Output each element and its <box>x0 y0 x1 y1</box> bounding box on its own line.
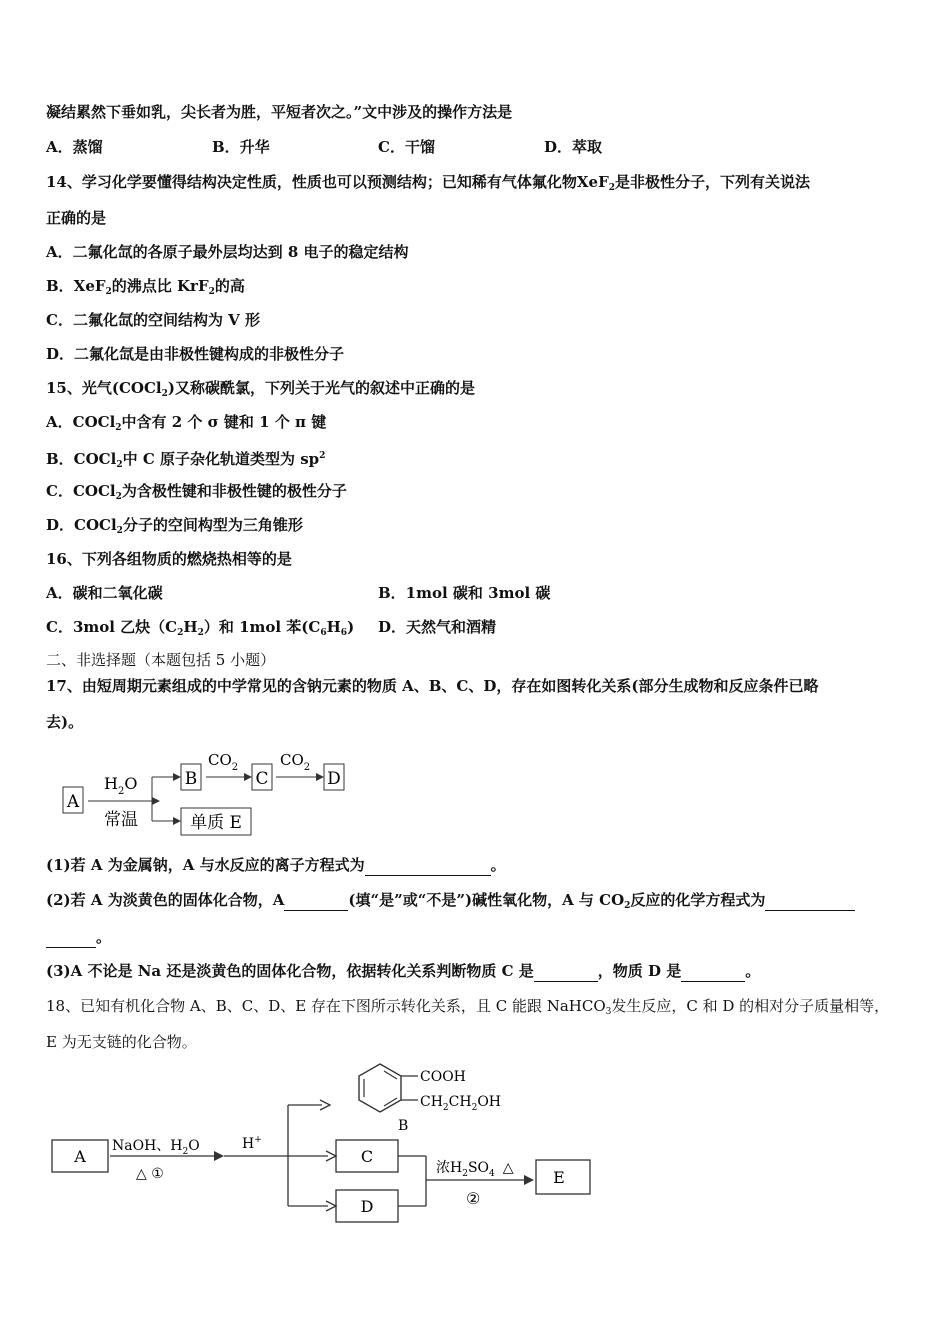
q16-stem: 16、下列各组物质的燃烧热相等的是 <box>46 550 292 568</box>
svg-text:NaOH、H2O: NaOH、$H_2O$ <box>112 1138 200 1157</box>
section-title: 二、非选择题（本题包括 5 小题） <box>46 651 276 669</box>
svg-text:CO2: $CO_2$ <box>208 751 239 773</box>
answer-blank-2[interactable] <box>284 890 348 911</box>
box-a <box>52 1140 108 1172</box>
svg-text:C: C <box>360 1147 374 1166</box>
svg-text:B: B <box>184 769 198 789</box>
box-c <box>336 1140 398 1172</box>
svg-text:D: D <box>327 769 341 789</box>
q13-option-d: D．萃取 <box>544 138 603 156</box>
co2-arrow-2 <box>276 751 324 781</box>
svg-text:H2O: $H_2O$ <box>104 774 138 797</box>
water-arrow <box>88 774 160 830</box>
q15-option-b: B．COCl$_2$中 C 原子杂化轨道类型为 $sp^2$ <box>46 450 326 470</box>
svg-text:D: D <box>360 1197 374 1216</box>
svg-text:A: A <box>74 1147 86 1166</box>
q14-option-b: B．XeF$_2$的沸点比 KrF$_2$的高 <box>46 277 245 297</box>
q13-option-b: B．升华 <box>212 138 270 156</box>
q14-option-c: C．二氟化氙的空间结构为 V 形 <box>46 311 261 329</box>
svg-text:浓H2SO4△: 浓$H_2SO_4$ △ <box>436 1160 514 1179</box>
h-plus-label: H+ <box>242 1135 262 1152</box>
q13-option-c: C．干馏 <box>378 138 435 156</box>
q15-stem: 15、光气(COCl$_2$)又称碳酰氯，下列关于光气的叙述中正确的是 <box>46 379 475 399</box>
svg-text:B: B <box>398 1118 409 1134</box>
q18-diagram <box>48 1060 608 1230</box>
box-c <box>252 764 272 790</box>
q17-stem-cont: 去)。 <box>46 713 84 731</box>
answer-blank-4[interactable] <box>534 961 598 982</box>
answer-blank-5[interactable] <box>681 961 745 982</box>
benzene-ring-b <box>359 1064 501 1134</box>
svg-text:△ ①: △ ① <box>136 1166 164 1182</box>
q17-part2: (2)若 A 为淡黄色的固体化合物，A (填“是”或“不是”)碱性氧化物，A 与 $CO_2$反应的化学方程式为 <box>46 890 855 916</box>
q14-option-a: A．二氟化氙的各原子最外层均达到 8 电子的稳定结构 <box>46 243 409 261</box>
arrow-1 <box>110 1138 224 1182</box>
box-e <box>536 1160 590 1194</box>
box-d <box>324 764 344 790</box>
svg-text:单质 E: 单质 E <box>190 813 242 833</box>
svg-text:COOH: COOH <box>420 1069 466 1085</box>
q17-part2-cont: 。 <box>46 927 111 948</box>
box-e <box>181 808 251 835</box>
q18-stem: 18、已知有机化合物 A、B、C、D、E 存在下图所示转化关系，且 C 能跟 NaHCO$_3$发生反应，C 和 D 的相对分子质量相等， <box>46 997 890 1017</box>
branch-lines <box>288 1100 336 1211</box>
q17-part3: (3)A 不论是 Na 还是淡黄色的固体化合物，依据转化关系判断物质 C 是 ，物质 D 是 。 <box>46 962 761 980</box>
answer-blank-3[interactable] <box>765 890 855 911</box>
q16-option-c: C．3mol 乙炔$(C_2H_2)$和 1mol 苯$(C_6H_6)$ <box>46 618 355 638</box>
merge-lines <box>398 1156 534 1208</box>
q15-option-d: D．COCl$_2$分子的空间构型为三角锥形 <box>46 516 303 536</box>
box-a <box>63 787 83 813</box>
q14-stem-cont: 正确的是 <box>46 209 107 227</box>
q18-stem-cont: E 为无支链的化合物。 <box>46 1033 197 1051</box>
q17-stem: 17、由短周期元素组成的中学常见的含钠元素的物质 A、B、C、D，存在如图转化关系(部分生成物和反应条件已略 <box>46 677 819 695</box>
answer-blank-1[interactable] <box>365 855 491 876</box>
q16-option-d: D．天然气和酒精 <box>378 618 497 636</box>
answer-blank-3-cont[interactable] <box>46 927 96 948</box>
box-d <box>336 1190 398 1222</box>
svg-text:CO2: $CO_2$ <box>280 751 311 773</box>
svg-text:②: ② <box>466 1189 481 1208</box>
q14-option-d: D．二氟化氙是由非极性键构成的非极性分子 <box>46 345 345 363</box>
branch-lines <box>152 773 181 825</box>
q13-option-a: A．蒸馏 <box>46 138 103 156</box>
q15-option-a: A．COCl$_2$中含有 2 个 σ 键和 1 个 π 键 <box>46 413 327 433</box>
co2-arrow-1 <box>206 751 252 781</box>
svg-text:A: A <box>66 792 80 812</box>
q16-option-b: B．1mol 碳和 3mol 碳 <box>378 584 551 602</box>
q16-option-a: A．碳和二氧化碳 <box>46 584 163 602</box>
box-b <box>181 764 201 790</box>
q17-part1: (1)若 A 为金属钠，A 与水反应的离子方程式为 。 <box>46 856 506 874</box>
svg-text:C: C <box>255 769 269 789</box>
intro-line: 凝结累然下垂如乳，尖长者为胜，平短者次之。”文中涉及的操作方法是 <box>46 103 513 121</box>
svg-text:CH2CH2OH: $CH_2CH_2OH$ <box>420 1094 501 1113</box>
svg-text:E: E <box>553 1168 565 1187</box>
q17-diagram <box>60 745 360 840</box>
q14-stem: 14、学习化学要懂得结构决定性质，性质也可以预测结构；已知稀有气体氟化物XeF$_2$是非极性分子，下列有关说法 <box>46 173 811 193</box>
q15-option-c: C．COCl$_2$为含极性键和非极性键的极性分子 <box>46 482 347 502</box>
svg-text:常温: 常温 <box>104 810 138 830</box>
